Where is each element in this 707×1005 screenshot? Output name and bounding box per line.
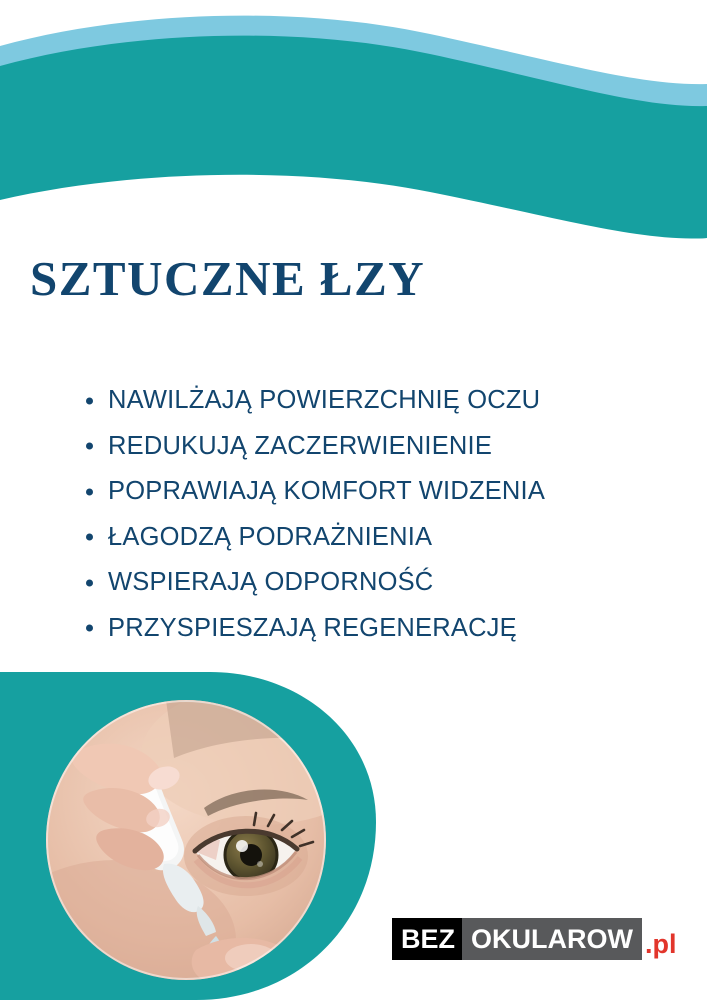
bullet-icon: [86, 579, 93, 586]
bullet-icon: [86, 534, 93, 541]
logo-bez-text: BEZ: [392, 918, 462, 960]
list-item-label: WSPIERAJĄ ODPORNOŚĆ: [108, 568, 434, 596]
wave-graphic: [0, 0, 707, 270]
page-title: SZTUCZNE ŁZY: [30, 251, 426, 306]
list-item: [78, 515, 678, 561]
list-item: [78, 378, 678, 424]
list-item: [78, 560, 678, 606]
brand-logo[interactable]: [392, 918, 676, 960]
list-item-label: ŁAGODZĄ PODRAŻNIENIA: [108, 522, 433, 551]
list-item-label: NAWILŻAJĄ POWIERZCHNIĘ OCZU: [108, 386, 541, 414]
bullet-icon: [86, 488, 93, 495]
bullet-icon: [86, 397, 93, 404]
list-item: [78, 469, 678, 515]
list-item-label: PRZYSPIESZAJĄ REGENERACJĘ: [108, 613, 517, 642]
list-item: [78, 424, 678, 470]
eye-drops-photo: [46, 700, 326, 980]
logo-pl-text: .pl: [644, 929, 677, 959]
photo-illustration: [46, 700, 326, 980]
bullet-icon: [86, 443, 93, 450]
wave-header-decoration: [0, 0, 707, 270]
list-item-label: REDUKUJĄ ZACZERWIENIENIE: [108, 431, 493, 460]
bullet-icon: [86, 625, 93, 632]
list-item-label: POPRAWIAJĄ KOMFORT WIDZENIA: [108, 477, 546, 505]
list-item: [78, 606, 678, 652]
logo-okularow-text: OKULAROW: [462, 918, 642, 960]
benefits-list: [78, 378, 678, 651]
